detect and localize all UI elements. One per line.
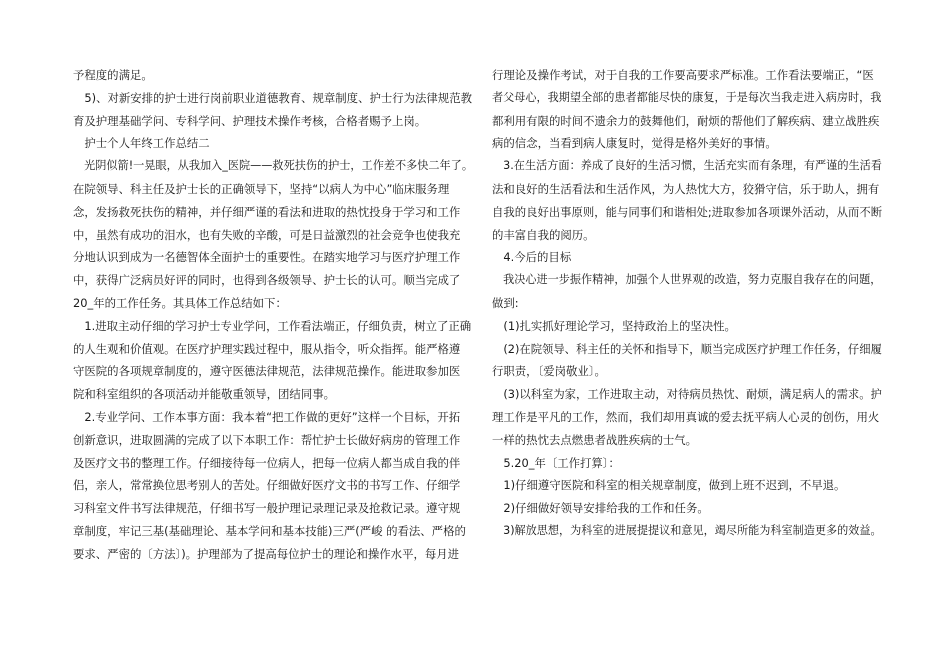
text-line: 章制度，牢记三基(基础理论、基本学问和基本技能)三严(严峻 的看法、严格的 xyxy=(73,523,466,538)
text-line: 护士个人年终工作总结二 xyxy=(73,136,210,151)
text-line: 予程度的满足。 xyxy=(73,68,153,82)
text-line: 中，获得广泛病员好评的同时，也得到各级领导、护士长的认可。顺当完成了 xyxy=(73,273,461,288)
text-line: 光阴似箭!一晃眼，从我加入_医院——救死扶伤的护士，工作差不多快二年了。 xyxy=(73,159,473,173)
text-line: 2.专业学问、工作本事方面：我本着“把工作做的更好”这样一个目标，开拓 xyxy=(73,409,461,424)
text-line: 侣，亲人，常常换位思考别人的苦处。仔细做好医疗文书的书写工作、仔细学 xyxy=(73,478,461,493)
text-line: 创新意识，进取圆满的完成了以下本职工作：帮忙护士长做好病房的管理工作 xyxy=(73,432,461,447)
text-line: 中，虽然有成功的泪水，也有失败的辛酸，可是日益激烈的社会竞争也使我充 xyxy=(73,227,461,242)
text-line: 3.在生活方面：养成了良好的生活习惯，生活充实而有条理，有严谨的生活看 xyxy=(492,159,882,173)
text-line: 1)仔细遵守医院和科室的相关规章制度，做到上班不迟到，不早退。 xyxy=(492,478,846,493)
text-line: 行理论及操作考试，对于自我的工作要高要求严标准。工作看法要端正，“医 xyxy=(492,68,874,82)
text-line: 理工作是平凡的工作，然而，我们却用真诚的爱去抚平病人心灵的创伤，用火 xyxy=(492,409,880,424)
text-line: 在院领导、科主任及护士长的正确领导下，坚持“以病人为中心”临床服务理 xyxy=(73,181,450,196)
text-line: 病的信念，当看到病人康复时，觉得是格外美好的事情。 xyxy=(492,136,777,151)
text-line: 3)解放思想，为科室的进展提提议和意见，竭尽所能为科室制造更多的效益。 xyxy=(492,523,882,537)
text-line: (2)在院领导、科主任的关怀和指导下，顺当完成医疗护理工作任务，仔细履 xyxy=(492,341,882,356)
text-line: 5)、对新安排的护士进行岗前职业道德教育、规章制度、护士行为法律规范教 xyxy=(73,90,472,105)
text-line: 分地认识到成为一名德智体全面护士的重要性。在踏实地学习与医疗护理工作 xyxy=(73,250,461,265)
text-line: 都利用有限的时间不遗余力的鼓舞他们，耐烦的帮他们了解疾病、建立战胜疾 xyxy=(492,113,880,128)
text-line: 要求、严密的〔方法〕)。护理部为了提高每位护士的理论和操作水平，每月进 xyxy=(73,546,460,561)
text-line: (1)扎实抓好理论学习，坚持政治上的坚决性。 xyxy=(492,318,736,333)
text-line: 1.进取主动仔细的学习护士专业学问，工作看法端正，仔细负责，树立了正确 xyxy=(73,318,472,333)
text-line: 5.20_年〔工作打算〕： xyxy=(492,455,620,470)
text-line: 的丰富自我的阅历。 xyxy=(492,227,595,242)
text-line: 及医疗文书的整理工作。仔细接待每一位病人，把每一位病人都当成自我的伴 xyxy=(73,455,461,470)
text-line: 自我的良好出事原则，能与同事们和谐相处;进取参加各项课外活动，从而不断 xyxy=(492,204,883,219)
text-line: 习科室文件书写法律规范，仔细书写一般护理记录理记录及抢救记录。遵守规 xyxy=(73,501,461,516)
text-line: 一样的热忱去点燃患者战胜疾病的士气。 xyxy=(492,432,698,447)
text-line: 做到: xyxy=(492,295,519,310)
text-line: 育及护理基础学问、专科学问、护理技术操作考核，合格者赐予上岗。 xyxy=(73,113,427,128)
text-line: 守医院的各项规章制度的，遵守医德法律规范，法律规范操作。能进取参加医 xyxy=(73,364,461,379)
text-line: 念，发扬救死扶伤的精神，并仔细严谨的看法和进取的热忱投身于学习和工作 xyxy=(73,204,461,219)
text-line: 院和科室组织的各项活动并能敬重领导，团结同事。 xyxy=(73,387,335,402)
text-line: 4.今后的目标 xyxy=(492,250,572,265)
text-line: 20_年的工作任务。其具体工作总结如下： xyxy=(73,295,287,310)
text-line: 者父母心，我期望全部的患者都能尽快的康复，于是每次当我走进入病房时，我 xyxy=(492,90,882,104)
right-column xyxy=(492,64,882,543)
text-line: 法和良好的生活看法和生活作风，为人热忱大方，狡猾守信，乐于助人，拥有 xyxy=(492,181,880,196)
text-line: 2)仔细做好领导安排给我的工作和任务。 xyxy=(492,501,709,516)
text-line: (3)以科室为家，工作进取主动，对待病员热忱、耐烦，满足病人的需求。护 xyxy=(492,387,882,402)
left-column xyxy=(73,64,473,566)
text-line: 行职责，〔爱岗敬业〕。 xyxy=(492,364,606,379)
text-line: 的人生观和价值观。在医疗护理实践过程中，服从指令，听众指挥。能严格遵 xyxy=(73,341,461,356)
text-line: 我决心进一步振作精神，加强个人世界观的改造，努力克服自我存在的问题， xyxy=(492,273,882,287)
